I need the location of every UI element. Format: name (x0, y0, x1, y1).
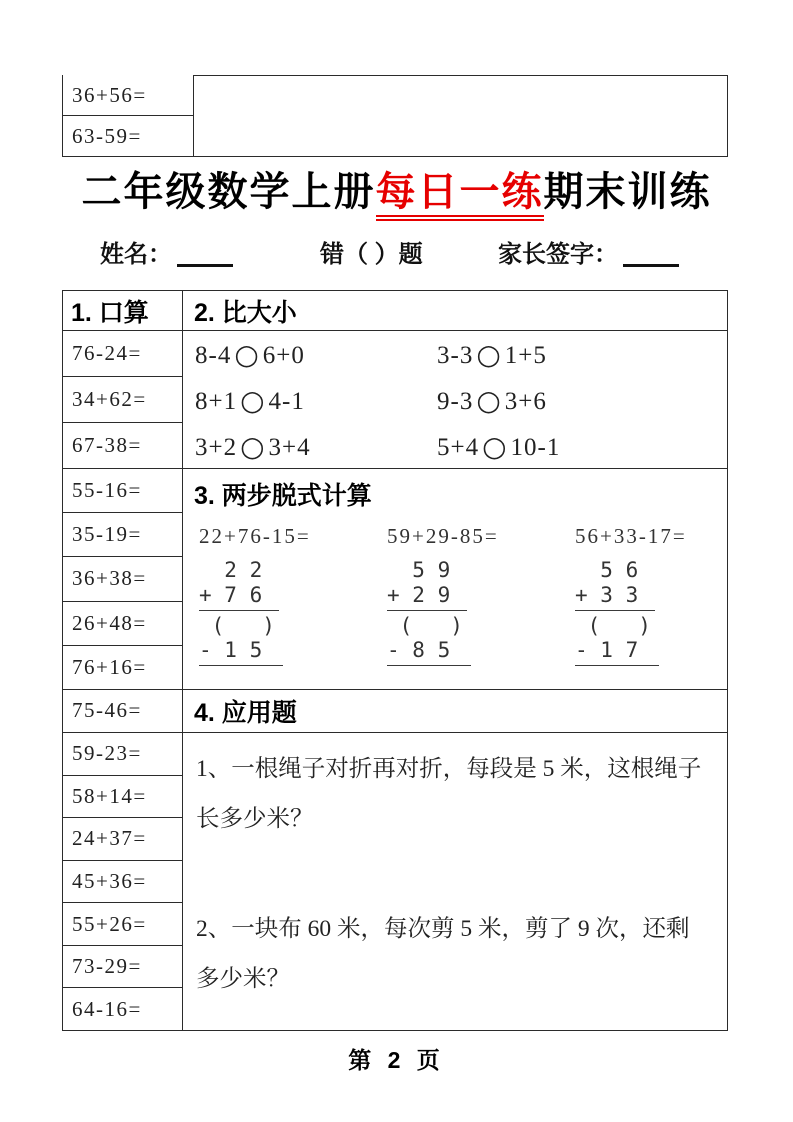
word-problems-section (183, 733, 727, 1030)
word-problem: 2、一块布 60 米，每次剪 5 米，剪了 9 次，还剩多少米？ (196, 916, 690, 992)
oral-problem: 55+26= (63, 903, 182, 946)
oral-problem: 58+14= (63, 776, 182, 819)
compare-circle-icon: ○ (240, 429, 266, 463)
paren-row: ( ) (387, 613, 463, 638)
title-suffix: 期末训练 (543, 169, 712, 214)
vertical-addition (387, 558, 467, 611)
compare-circle-icon: ○ (476, 383, 502, 417)
page-number: 第 2 页 (348, 1047, 445, 1073)
compare-right-expr: 3+4 (268, 433, 311, 461)
oral-problem: 76-24= (63, 331, 182, 377)
compare-left-expr: 3+2 (195, 433, 238, 461)
addend-top: 5 6 (575, 558, 639, 582)
page-title (0, 160, 793, 217)
signature-field (498, 234, 679, 269)
oral-problem: 63-59= (63, 116, 193, 157)
name-field (100, 234, 233, 269)
oral-problem: 55-16= (63, 469, 182, 513)
addend-bottom: + 2 9 (387, 582, 451, 607)
vertical-problem (575, 524, 727, 666)
compare-right-expr: 3+6 (504, 387, 547, 415)
addend-bottom: + 7 6 (199, 582, 263, 607)
compare-right-expr: 1+5 (504, 342, 547, 370)
compare-section-header: 2. 比大小 (183, 291, 727, 331)
word-problem: 1、一根绳子对折再对折，每段是 5 米，这根绳子长多少米？ (196, 756, 702, 832)
oral-problem: 45+36= (63, 861, 182, 904)
compare-right-expr: 6+0 (262, 342, 305, 370)
oral-problem: 75-46= (63, 690, 182, 733)
vertical-problem (199, 524, 351, 666)
subtrahend-row: - 1 5 (199, 638, 263, 663)
title-prefix: 二年级数学上册 (81, 169, 376, 214)
oral-section-header: 1. 口算 (63, 291, 182, 331)
name-blank-line (177, 241, 233, 267)
vertical-addition (199, 558, 279, 611)
vertical-equation: 56+33-17= (575, 524, 687, 548)
top-table-answer-area (193, 75, 728, 157)
vertical-subtraction (575, 614, 659, 667)
oral-problem: 67-38= (63, 423, 182, 469)
signature-label: 家长签字： (498, 241, 618, 268)
vertical-addition (575, 558, 655, 611)
oral-problem: 26+48= (63, 602, 182, 646)
oral-problem: 76+16= (63, 646, 182, 690)
top-table-left-column (62, 75, 193, 157)
signature-blank-line (623, 241, 679, 267)
word-section-header: 4. 应用题 (183, 690, 727, 733)
paren-row: ( ) (575, 613, 651, 638)
compare-left-expr: 9-3 (437, 387, 474, 415)
compare-circle-icon: ○ (240, 383, 266, 417)
addend-bottom: + 3 3 (575, 582, 639, 607)
compare-right-expr: 4-1 (268, 387, 305, 415)
compare-problem (437, 337, 727, 370)
addend-top: 2 2 (199, 558, 263, 582)
oral-problem: 36+56= (63, 75, 193, 116)
vertical-problems-row (183, 524, 727, 666)
paren-row: ( ) (199, 613, 275, 638)
name-label: 姓名： (100, 241, 172, 268)
compare-circle-icon: ○ (476, 338, 502, 372)
compare-circle-icon: ○ (234, 338, 260, 372)
compare-circle-icon: ○ (482, 429, 508, 463)
oral-problem: 34+62= (63, 377, 182, 423)
oral-column (63, 291, 183, 1030)
wrong-count-label: 错（ ）题 (320, 241, 423, 268)
top-continuation-table (62, 75, 728, 157)
compare-problem (195, 337, 437, 370)
subtrahend-row: - 1 7 (575, 638, 639, 663)
vertical-problem (387, 524, 539, 666)
vertical-section-header: 3. 两步脱式计算 (194, 482, 372, 510)
compare-problem (437, 429, 727, 462)
vertical-equation: 22+76-15= (199, 524, 311, 548)
compare-problem (195, 383, 437, 416)
compare-problem (437, 383, 727, 416)
vertical-equation: 59+29-85= (387, 524, 499, 548)
compare-left-expr: 5+4 (437, 433, 480, 461)
subtrahend-row: - 8 5 (387, 638, 451, 663)
title-highlight: 每日一练 (376, 169, 544, 221)
oral-problem: 35-19= (63, 513, 182, 557)
compare-problem (195, 429, 437, 462)
oral-problem: 73-29= (63, 946, 182, 989)
addend-top: 5 9 (387, 558, 451, 582)
compare-right-expr: 10-1 (510, 433, 561, 461)
oral-problem: 64-16= (72, 996, 142, 1021)
compare-left-expr: 3-3 (437, 342, 474, 370)
oral-problem: 59-23= (63, 733, 182, 776)
vertical-subtraction (199, 614, 283, 667)
vertical-subtraction (387, 614, 471, 667)
compare-section (183, 331, 727, 469)
vertical-calc-section (183, 469, 727, 690)
right-column (183, 291, 727, 1030)
oral-problem: 36+38= (63, 557, 182, 601)
oral-problem: 24+37= (63, 818, 182, 861)
compare-left-expr: 8-4 (195, 342, 232, 370)
main-worksheet-table (62, 290, 728, 1031)
compare-left-expr: 8+1 (195, 387, 238, 415)
